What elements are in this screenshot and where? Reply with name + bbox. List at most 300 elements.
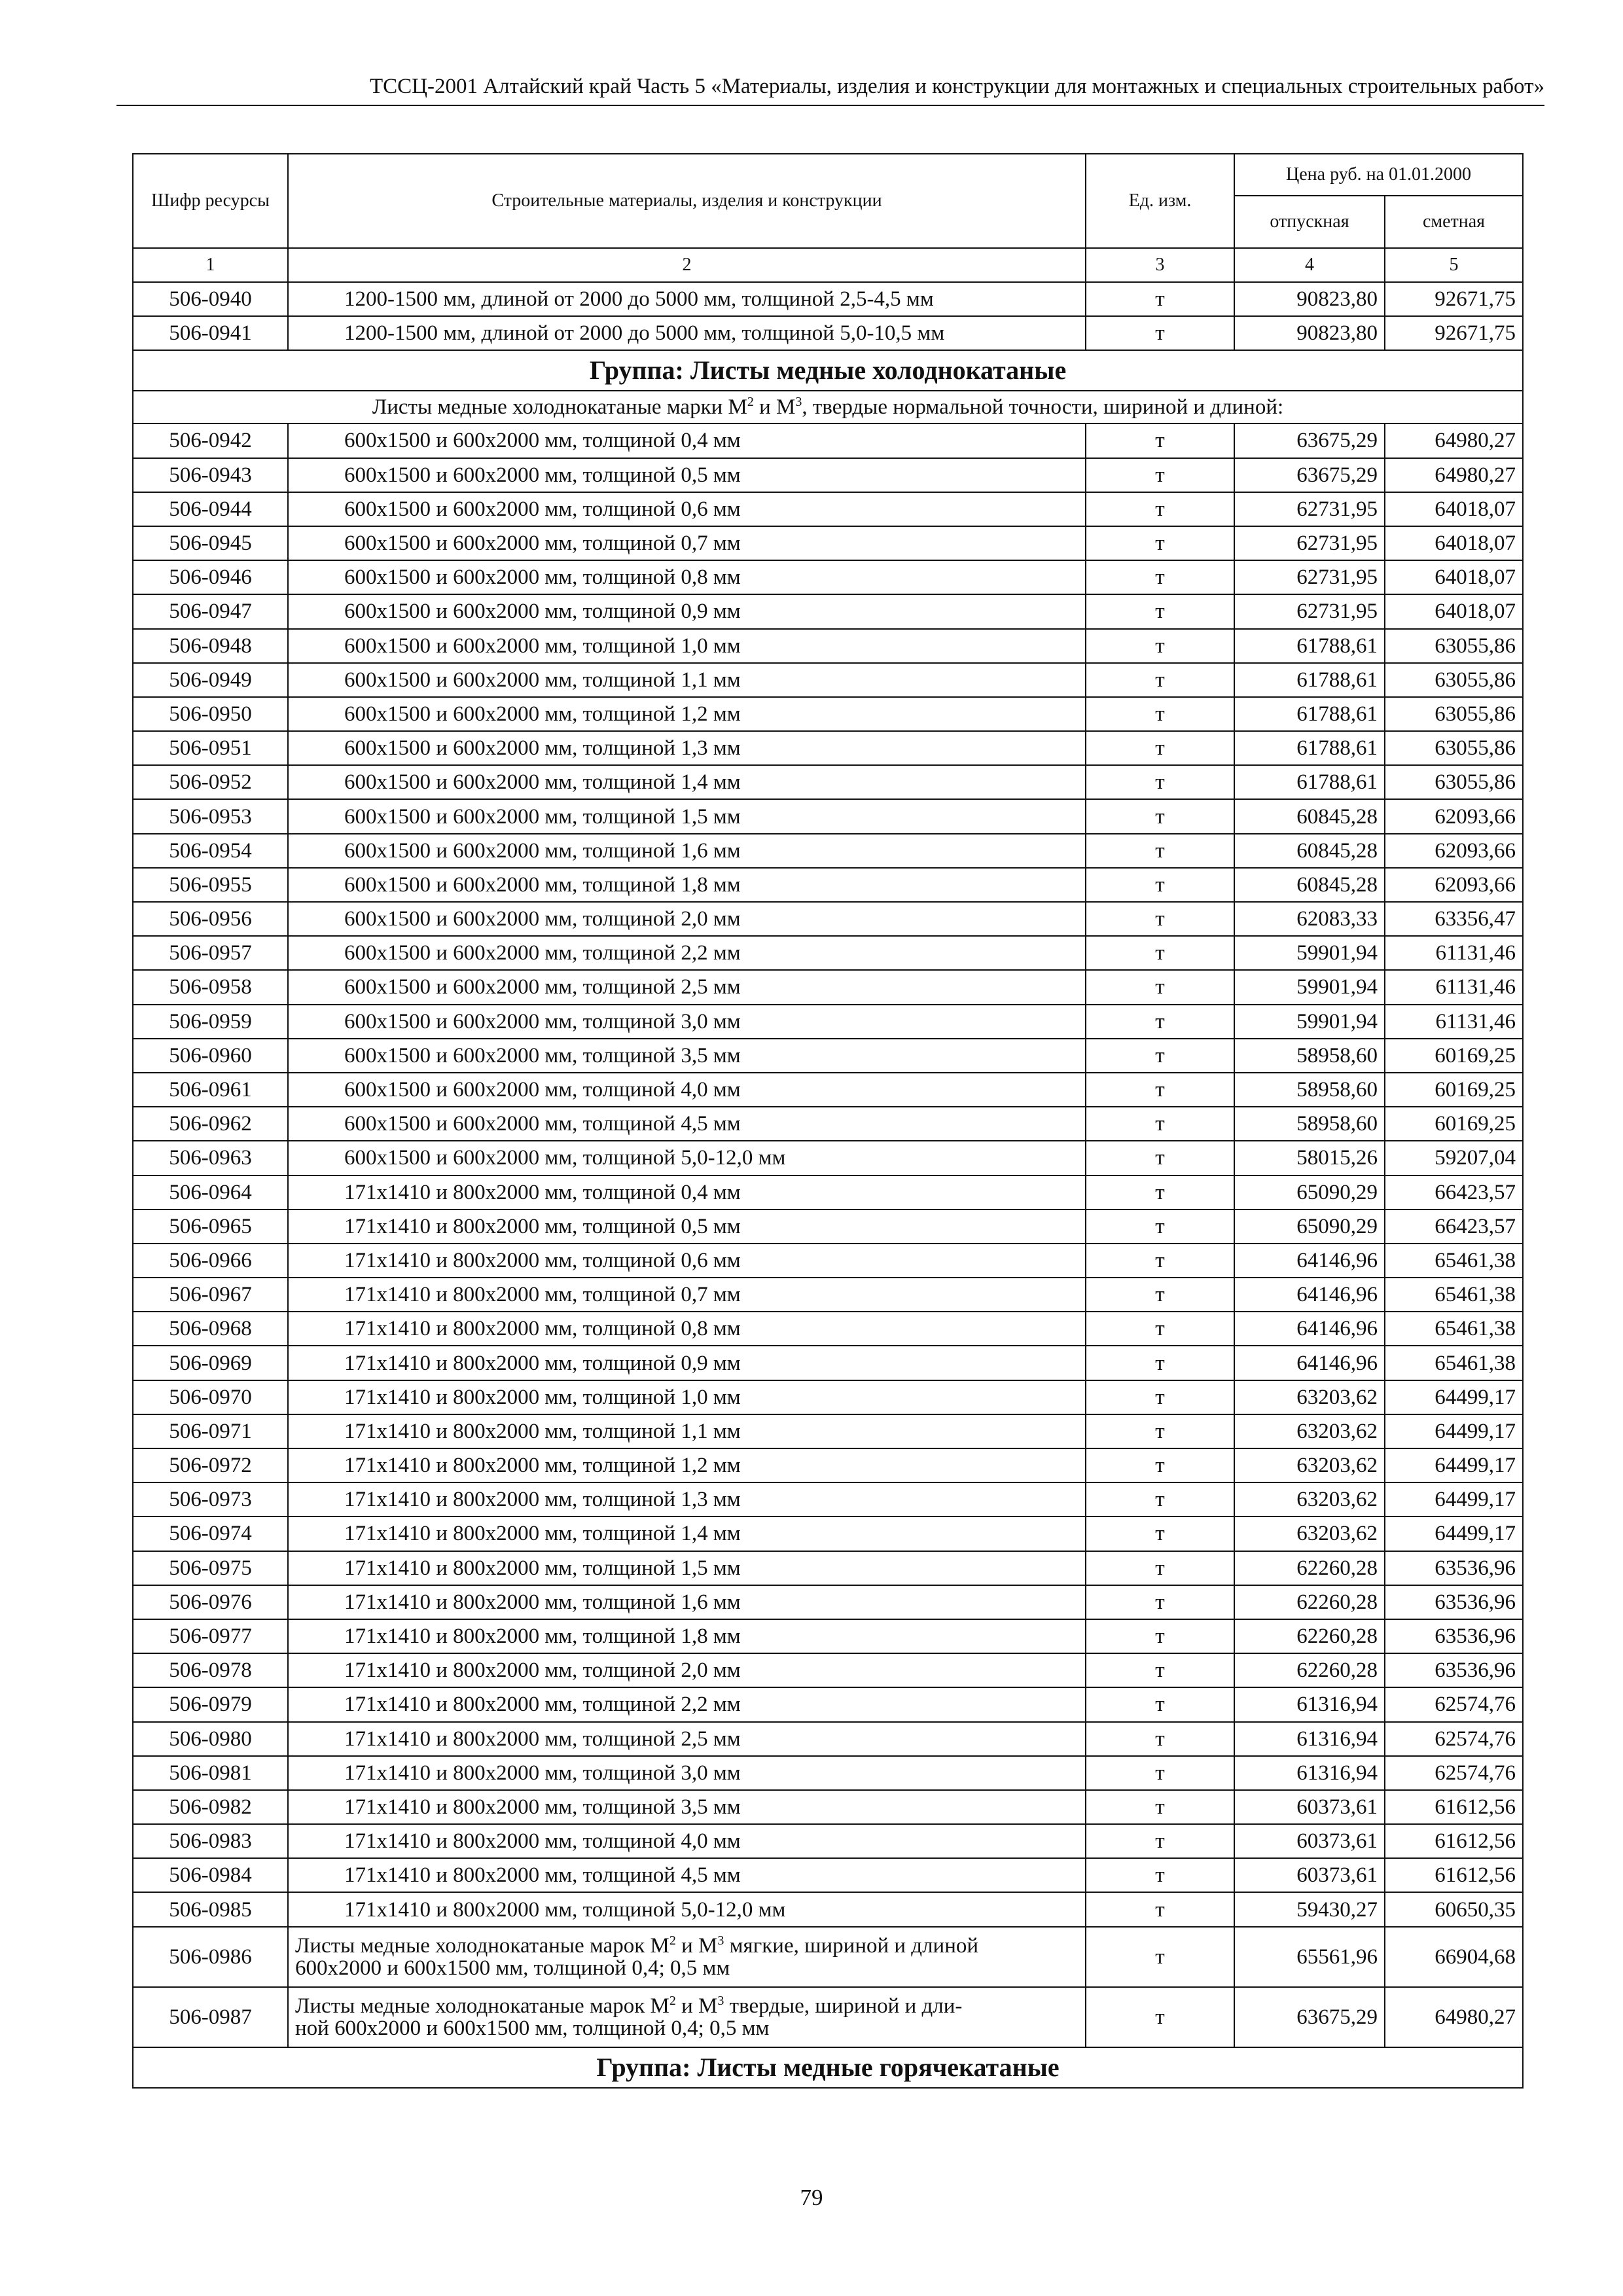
estimate-price: 60650,35 bbox=[1385, 1892, 1523, 1926]
unit: т bbox=[1086, 1346, 1234, 1380]
estimate-price: 63356,47 bbox=[1385, 902, 1523, 936]
resource-code: 506-0964 bbox=[133, 1175, 288, 1210]
table-row bbox=[133, 1824, 1523, 1858]
table-row bbox=[133, 316, 1523, 350]
unit: т bbox=[1086, 1414, 1234, 1448]
table-row bbox=[133, 1619, 1523, 1653]
material-name: 171х1410 и 800х2000 мм, толщиной 1,5 мм bbox=[288, 1551, 1086, 1585]
column-number: 3 bbox=[1086, 248, 1234, 282]
material-name: 600х1500 и 600х2000 мм, толщиной 0,9 мм bbox=[288, 594, 1086, 628]
release-price: 62260,28 bbox=[1234, 1585, 1385, 1619]
estimate-price: 62093,66 bbox=[1385, 868, 1523, 902]
unit: т bbox=[1086, 834, 1234, 868]
table-row bbox=[133, 1141, 1523, 1175]
resource-code: 506-0945 bbox=[133, 526, 288, 560]
estimate-price: 66423,57 bbox=[1385, 1175, 1523, 1210]
resource-code: 506-0947 bbox=[133, 594, 288, 628]
unit: т bbox=[1086, 1073, 1234, 1107]
resource-code: 506-0987 bbox=[133, 1987, 288, 2047]
col-header-estimate: сметная bbox=[1385, 196, 1523, 248]
release-price: 63203,62 bbox=[1234, 1414, 1385, 1448]
unit: т bbox=[1086, 560, 1234, 594]
subgroup-row bbox=[133, 391, 1523, 423]
resource-code: 506-0970 bbox=[133, 1380, 288, 1414]
column-number: 2 bbox=[288, 248, 1086, 282]
table-row bbox=[133, 1175, 1523, 1210]
material-name: 600х1500 и 600х2000 мм, толщиной 1,4 мм bbox=[288, 765, 1086, 799]
material-name: 600х1500 и 600х2000 мм, толщиной 0,6 мм bbox=[288, 492, 1086, 526]
table-row bbox=[133, 1414, 1523, 1448]
material-name: 171х1410 и 800х2000 мм, толщиной 1,0 мм bbox=[288, 1380, 1086, 1414]
group-row bbox=[133, 2047, 1523, 2088]
estimate-price: 61612,56 bbox=[1385, 1824, 1523, 1858]
unit: т bbox=[1086, 282, 1234, 316]
col-header-unit: Ед. изм. bbox=[1086, 154, 1234, 248]
resource-code: 506-0986 bbox=[133, 1927, 288, 1987]
resource-code: 506-0955 bbox=[133, 868, 288, 902]
estimate-price: 62574,76 bbox=[1385, 1687, 1523, 1721]
table-row bbox=[133, 423, 1523, 457]
unit: т bbox=[1086, 458, 1234, 492]
release-price: 63203,62 bbox=[1234, 1516, 1385, 1551]
resource-code: 506-0943 bbox=[133, 458, 288, 492]
col-header-code: Шифр ресурсы bbox=[133, 154, 288, 248]
release-price: 90823,80 bbox=[1234, 282, 1385, 316]
table-row bbox=[133, 1073, 1523, 1107]
resource-code: 506-0942 bbox=[133, 423, 288, 457]
resource-code: 506-0954 bbox=[133, 834, 288, 868]
material-name: 600х1500 и 600х2000 мм, толщиной 1,8 мм bbox=[288, 868, 1086, 902]
unit: т bbox=[1086, 1278, 1234, 1312]
resource-code: 506-0984 bbox=[133, 1858, 288, 1892]
group-title: Группа: Листы медные горячекатаные bbox=[133, 2047, 1523, 2088]
estimate-price: 63536,96 bbox=[1385, 1653, 1523, 1687]
resource-code: 506-0949 bbox=[133, 663, 288, 697]
estimate-price: 63055,86 bbox=[1385, 663, 1523, 697]
material-name: 600х1500 и 600х2000 мм, толщиной 1,5 мм bbox=[288, 799, 1086, 833]
estimate-price: 64018,07 bbox=[1385, 526, 1523, 560]
table-row bbox=[133, 1927, 1523, 1987]
release-price: 58015,26 bbox=[1234, 1141, 1385, 1175]
unit: т bbox=[1086, 1551, 1234, 1585]
release-price: 62083,33 bbox=[1234, 902, 1385, 936]
unit: т bbox=[1086, 1312, 1234, 1346]
resource-code: 506-0957 bbox=[133, 936, 288, 970]
column-number-row bbox=[133, 248, 1523, 282]
resource-code: 506-0983 bbox=[133, 1824, 288, 1858]
table-row bbox=[133, 594, 1523, 628]
material-name: Листы медные холоднокатаные марок $М^2$ и $М^3$ мягкие, шириной и длиной 600х2000 и 600х1500 мм, толщиной 0,4; 0,5 мм bbox=[288, 1927, 1086, 1987]
resource-code: 506-0975 bbox=[133, 1551, 288, 1585]
material-name: 171х1410 и 800х2000 мм, толщиной 1,2 мм bbox=[288, 1448, 1086, 1482]
release-price: 61788,61 bbox=[1234, 697, 1385, 731]
release-price: 62731,95 bbox=[1234, 594, 1385, 628]
release-price: 63675,29 bbox=[1234, 423, 1385, 457]
estimate-price: 62574,76 bbox=[1385, 1722, 1523, 1756]
resource-code: 506-0973 bbox=[133, 1482, 288, 1516]
table-row bbox=[133, 282, 1523, 316]
resource-code: 506-0940 bbox=[133, 282, 288, 316]
material-name: 171х1410 и 800х2000 мм, толщиной 2,2 мм bbox=[288, 1687, 1086, 1721]
table-row bbox=[133, 1892, 1523, 1926]
material-name: 171х1410 и 800х2000 мм, толщиной 5,0-12,0 мм bbox=[288, 1892, 1086, 1926]
resource-code: 506-0979 bbox=[133, 1687, 288, 1721]
resource-code: 506-0963 bbox=[133, 1141, 288, 1175]
table-row bbox=[133, 936, 1523, 970]
release-price: 61788,61 bbox=[1234, 663, 1385, 697]
subgroup-title: Листы медные холоднокатаные марки $М^2$ и $М^3$, твердые нормальной точности, шириной и длиной: bbox=[133, 391, 1523, 423]
table-row bbox=[133, 1380, 1523, 1414]
resource-code: 506-0977 bbox=[133, 1619, 288, 1653]
material-name: 600х1500 и 600х2000 мм, толщиной 3,0 мм bbox=[288, 1005, 1086, 1039]
table-row bbox=[133, 970, 1523, 1004]
release-price: 65090,29 bbox=[1234, 1175, 1385, 1210]
table-row bbox=[133, 1005, 1523, 1039]
material-name: 600х1500 и 600х2000 мм, толщиной 1,6 мм bbox=[288, 834, 1086, 868]
estimate-price: 64018,07 bbox=[1385, 594, 1523, 628]
estimate-price: 63536,96 bbox=[1385, 1585, 1523, 1619]
table-row bbox=[133, 765, 1523, 799]
unit: т bbox=[1086, 629, 1234, 663]
table-row bbox=[133, 1312, 1523, 1346]
estimate-price: 60169,25 bbox=[1385, 1039, 1523, 1073]
column-number: 5 bbox=[1385, 248, 1523, 282]
page-number: 79 bbox=[800, 2185, 823, 2210]
header-rule bbox=[116, 105, 1544, 106]
estimate-price: 65461,38 bbox=[1385, 1312, 1523, 1346]
estimate-price: 66423,57 bbox=[1385, 1210, 1523, 1244]
table-row bbox=[133, 1790, 1523, 1824]
material-name: 171х1410 и 800х2000 мм, толщиной 4,0 мм bbox=[288, 1824, 1086, 1858]
table-row bbox=[133, 1858, 1523, 1892]
estimate-price: 63055,86 bbox=[1385, 697, 1523, 731]
unit: т bbox=[1086, 1175, 1234, 1210]
release-price: 65561,96 bbox=[1234, 1927, 1385, 1987]
material-name: 1200-1500 мм, длиной от 2000 до 5000 мм, толщиной 2,5-4,5 мм bbox=[288, 282, 1086, 316]
estimate-price: 64499,17 bbox=[1385, 1380, 1523, 1414]
resource-code: 506-0967 bbox=[133, 1278, 288, 1312]
table-row bbox=[133, 1756, 1523, 1790]
unit: т bbox=[1086, 1687, 1234, 1721]
release-price: 65090,29 bbox=[1234, 1210, 1385, 1244]
material-name: 600х1500 и 600х2000 мм, толщиной 2,5 мм bbox=[288, 970, 1086, 1004]
estimate-price: 61131,46 bbox=[1385, 936, 1523, 970]
material-name: 600х1500 и 600х2000 мм, толщиной 2,2 мм bbox=[288, 936, 1086, 970]
resource-code: 506-0959 bbox=[133, 1005, 288, 1039]
table-row bbox=[133, 1210, 1523, 1244]
release-price: 58958,60 bbox=[1234, 1039, 1385, 1073]
estimate-price: 65461,38 bbox=[1385, 1278, 1523, 1312]
unit: т bbox=[1086, 526, 1234, 560]
unit: т bbox=[1086, 1210, 1234, 1244]
material-name: 600х1500 и 600х2000 мм, толщиной 1,1 мм bbox=[288, 663, 1086, 697]
unit: т bbox=[1086, 1892, 1234, 1926]
unit: т bbox=[1086, 1722, 1234, 1756]
material-name: 171х1410 и 800х2000 мм, толщиной 1,8 мм bbox=[288, 1619, 1086, 1653]
estimate-price: 60169,25 bbox=[1385, 1073, 1523, 1107]
unit: т bbox=[1086, 1141, 1234, 1175]
estimate-price: 64499,17 bbox=[1385, 1414, 1523, 1448]
table-row bbox=[133, 799, 1523, 833]
col-header-price: Цена руб. на 01.01.2000 bbox=[1234, 154, 1523, 196]
release-price: 59901,94 bbox=[1234, 1005, 1385, 1039]
unit: т bbox=[1086, 492, 1234, 526]
estimate-price: 61131,46 bbox=[1385, 1005, 1523, 1039]
table-row bbox=[133, 1039, 1523, 1073]
resource-code: 506-0969 bbox=[133, 1346, 288, 1380]
estimate-price: 64980,27 bbox=[1385, 458, 1523, 492]
unit: т bbox=[1086, 936, 1234, 970]
release-price: 64146,96 bbox=[1234, 1244, 1385, 1278]
material-name: 171х1410 и 800х2000 мм, толщиной 1,3 мм bbox=[288, 1482, 1086, 1516]
resource-code: 506-0946 bbox=[133, 560, 288, 594]
unit: т bbox=[1086, 697, 1234, 731]
resource-code: 506-0985 bbox=[133, 1892, 288, 1926]
resource-code: 506-0948 bbox=[133, 629, 288, 663]
estimate-price: 64499,17 bbox=[1385, 1448, 1523, 1482]
table-row bbox=[133, 663, 1523, 697]
material-name: 600х1500 и 600х2000 мм, толщиной 3,5 мм bbox=[288, 1039, 1086, 1073]
estimate-price: 64980,27 bbox=[1385, 1987, 1523, 2047]
table-row bbox=[133, 526, 1523, 560]
material-name: 171х1410 и 800х2000 мм, толщиной 4,5 мм bbox=[288, 1858, 1086, 1892]
resource-code: 506-0958 bbox=[133, 970, 288, 1004]
table-row bbox=[133, 1278, 1523, 1312]
resource-code: 506-0961 bbox=[133, 1073, 288, 1107]
release-price: 62260,28 bbox=[1234, 1551, 1385, 1585]
estimate-price: 66904,68 bbox=[1385, 1927, 1523, 1987]
material-name: 600х1500 и 600х2000 мм, толщиной 2,0 мм bbox=[288, 902, 1086, 936]
estimate-price: 63055,86 bbox=[1385, 629, 1523, 663]
material-name: 171х1410 и 800х2000 мм, толщиной 1,1 мм bbox=[288, 1414, 1086, 1448]
col-header-release: отпускная bbox=[1234, 196, 1385, 248]
table-row bbox=[133, 1482, 1523, 1516]
release-price: 62731,95 bbox=[1234, 526, 1385, 560]
release-price: 63203,62 bbox=[1234, 1380, 1385, 1414]
price-table bbox=[132, 153, 1524, 2089]
table-row bbox=[133, 1448, 1523, 1482]
table-row bbox=[133, 1516, 1523, 1551]
unit: т bbox=[1086, 868, 1234, 902]
release-price: 64146,96 bbox=[1234, 1346, 1385, 1380]
material-name: 171х1410 и 800х2000 мм, толщиной 1,6 мм bbox=[288, 1585, 1086, 1619]
resource-code: 506-0974 bbox=[133, 1516, 288, 1551]
resource-code: 506-0982 bbox=[133, 1790, 288, 1824]
unit: т bbox=[1086, 902, 1234, 936]
resource-code: 506-0956 bbox=[133, 902, 288, 936]
unit: т bbox=[1086, 663, 1234, 697]
table-row bbox=[133, 1653, 1523, 1687]
material-name: 171х1410 и 800х2000 мм, толщиной 2,0 мм bbox=[288, 1653, 1086, 1687]
material-name: 600х1500 и 600х2000 мм, толщиной 1,0 мм bbox=[288, 629, 1086, 663]
group-title: Группа: Листы медные холоднокатаные bbox=[133, 350, 1523, 391]
material-name: 1200-1500 мм, длиной от 2000 до 5000 мм, толщиной 5,0-10,5 мм bbox=[288, 316, 1086, 350]
estimate-price: 61131,46 bbox=[1385, 970, 1523, 1004]
table-row bbox=[133, 1551, 1523, 1585]
estimate-price: 92671,75 bbox=[1385, 316, 1523, 350]
estimate-price: 64499,17 bbox=[1385, 1516, 1523, 1551]
unit: т bbox=[1086, 1927, 1234, 1987]
release-price: 64146,96 bbox=[1234, 1312, 1385, 1346]
resource-code: 506-0981 bbox=[133, 1756, 288, 1790]
release-price: 60373,61 bbox=[1234, 1824, 1385, 1858]
estimate-price: 62093,66 bbox=[1385, 834, 1523, 868]
estimate-price: 61612,56 bbox=[1385, 1790, 1523, 1824]
resource-code: 506-0941 bbox=[133, 316, 288, 350]
material-name: 600х1500 и 600х2000 мм, толщиной 4,5 мм bbox=[288, 1107, 1086, 1141]
estimate-price: 62574,76 bbox=[1385, 1756, 1523, 1790]
table-row bbox=[133, 1244, 1523, 1278]
table-row bbox=[133, 731, 1523, 765]
estimate-price: 65461,38 bbox=[1385, 1346, 1523, 1380]
resource-code: 506-0966 bbox=[133, 1244, 288, 1278]
release-price: 60845,28 bbox=[1234, 799, 1385, 833]
unit: т bbox=[1086, 1858, 1234, 1892]
table-row bbox=[133, 629, 1523, 663]
table-row bbox=[133, 1346, 1523, 1380]
release-price: 62731,95 bbox=[1234, 492, 1385, 526]
estimate-price: 63055,86 bbox=[1385, 731, 1523, 765]
material-name: 171х1410 и 800х2000 мм, толщиной 1,4 мм bbox=[288, 1516, 1086, 1551]
release-price: 62260,28 bbox=[1234, 1619, 1385, 1653]
estimate-price: 63055,86 bbox=[1385, 765, 1523, 799]
resource-code: 506-0971 bbox=[133, 1414, 288, 1448]
column-number: 1 bbox=[133, 248, 288, 282]
material-name: 171х1410 и 800х2000 мм, толщиной 0,6 мм bbox=[288, 1244, 1086, 1278]
material-name: 171х1410 и 800х2000 мм, толщиной 0,7 мм bbox=[288, 1278, 1086, 1312]
resource-code: 506-0944 bbox=[133, 492, 288, 526]
unit: т bbox=[1086, 1653, 1234, 1687]
resource-code: 506-0951 bbox=[133, 731, 288, 765]
estimate-price: 64980,27 bbox=[1385, 423, 1523, 457]
unit: т bbox=[1086, 1790, 1234, 1824]
unit: т bbox=[1086, 1756, 1234, 1790]
material-name: 600х1500 и 600х2000 мм, толщиной 0,8 мм bbox=[288, 560, 1086, 594]
table-row bbox=[133, 902, 1523, 936]
resource-code: 506-0950 bbox=[133, 697, 288, 731]
release-price: 61316,94 bbox=[1234, 1756, 1385, 1790]
material-name: 600х1500 и 600х2000 мм, толщиной 5,0-12,0 мм bbox=[288, 1141, 1086, 1175]
column-number: 4 bbox=[1234, 248, 1385, 282]
table-row bbox=[133, 1722, 1523, 1756]
release-price: 58958,60 bbox=[1234, 1107, 1385, 1141]
material-name: 600х1500 и 600х2000 мм, толщиной 0,5 мм bbox=[288, 458, 1086, 492]
release-price: 63675,29 bbox=[1234, 458, 1385, 492]
running-header: ТССЦ-2001 Алтайский край Часть 5 «Материалы, изделия и конструкции для монтажных и специальных строительных работ» bbox=[369, 75, 1544, 98]
unit: т bbox=[1086, 1244, 1234, 1278]
group-row bbox=[133, 350, 1523, 391]
release-price: 61316,94 bbox=[1234, 1687, 1385, 1721]
estimate-price: 64499,17 bbox=[1385, 1482, 1523, 1516]
release-price: 60845,28 bbox=[1234, 868, 1385, 902]
unit: т bbox=[1086, 970, 1234, 1004]
estimate-price: 63536,96 bbox=[1385, 1619, 1523, 1653]
unit: т bbox=[1086, 423, 1234, 457]
resource-code: 506-0968 bbox=[133, 1312, 288, 1346]
resource-code: 506-0965 bbox=[133, 1210, 288, 1244]
unit: т bbox=[1086, 1987, 1234, 2047]
table-row bbox=[133, 1585, 1523, 1619]
estimate-price: 64018,07 bbox=[1385, 492, 1523, 526]
unit: т bbox=[1086, 594, 1234, 628]
material-name: 171х1410 и 800х2000 мм, толщиной 3,5 мм bbox=[288, 1790, 1086, 1824]
resource-code: 506-0952 bbox=[133, 765, 288, 799]
unit: т bbox=[1086, 316, 1234, 350]
estimate-price: 92671,75 bbox=[1385, 282, 1523, 316]
unit: т bbox=[1086, 1380, 1234, 1414]
release-price: 59901,94 bbox=[1234, 970, 1385, 1004]
material-name: 600х1500 и 600х2000 мм, толщиной 4,0 мм bbox=[288, 1073, 1086, 1107]
unit: т bbox=[1086, 1585, 1234, 1619]
unit: т bbox=[1086, 731, 1234, 765]
resource-code: 506-0976 bbox=[133, 1585, 288, 1619]
unit: т bbox=[1086, 1005, 1234, 1039]
release-price: 59901,94 bbox=[1234, 936, 1385, 970]
release-price: 60373,61 bbox=[1234, 1858, 1385, 1892]
table-row bbox=[133, 834, 1523, 868]
release-price: 61316,94 bbox=[1234, 1722, 1385, 1756]
estimate-price: 64018,07 bbox=[1385, 560, 1523, 594]
table-row bbox=[133, 1107, 1523, 1141]
estimate-price: 59207,04 bbox=[1385, 1141, 1523, 1175]
table-row bbox=[133, 492, 1523, 526]
release-price: 58958,60 bbox=[1234, 1073, 1385, 1107]
material-name: 171х1410 и 800х2000 мм, толщиной 0,8 мм bbox=[288, 1312, 1086, 1346]
material-name: 171х1410 и 800х2000 мм, толщиной 2,5 мм bbox=[288, 1722, 1086, 1756]
resource-code: 506-0978 bbox=[133, 1653, 288, 1687]
release-price: 63203,62 bbox=[1234, 1482, 1385, 1516]
release-price: 62731,95 bbox=[1234, 560, 1385, 594]
material-name: 171х1410 и 800х2000 мм, толщиной 0,5 мм bbox=[288, 1210, 1086, 1244]
release-price: 90823,80 bbox=[1234, 316, 1385, 350]
release-price: 61788,61 bbox=[1234, 629, 1385, 663]
unit: т bbox=[1086, 1039, 1234, 1073]
unit: т bbox=[1086, 1516, 1234, 1551]
release-price: 63203,62 bbox=[1234, 1448, 1385, 1482]
resource-code: 506-0972 bbox=[133, 1448, 288, 1482]
resource-code: 506-0960 bbox=[133, 1039, 288, 1073]
release-price: 61788,61 bbox=[1234, 765, 1385, 799]
resource-code: 506-0980 bbox=[133, 1722, 288, 1756]
release-price: 60845,28 bbox=[1234, 834, 1385, 868]
release-price: 60373,61 bbox=[1234, 1790, 1385, 1824]
estimate-price: 62093,66 bbox=[1385, 799, 1523, 833]
estimate-price: 63536,96 bbox=[1385, 1551, 1523, 1585]
unit: т bbox=[1086, 1107, 1234, 1141]
material-name: 600х1500 и 600х2000 мм, толщиной 0,7 мм bbox=[288, 526, 1086, 560]
unit: т bbox=[1086, 1448, 1234, 1482]
table-row bbox=[133, 458, 1523, 492]
table-row bbox=[133, 868, 1523, 902]
unit: т bbox=[1086, 799, 1234, 833]
table-row bbox=[133, 1687, 1523, 1721]
material-name: 600х1500 и 600х2000 мм, толщиной 0,4 мм bbox=[288, 423, 1086, 457]
table-row bbox=[133, 1987, 1523, 2047]
material-name: 600х1500 и 600х2000 мм, толщиной 1,3 мм bbox=[288, 731, 1086, 765]
unit: т bbox=[1086, 1619, 1234, 1653]
release-price: 61788,61 bbox=[1234, 731, 1385, 765]
estimate-price: 65461,38 bbox=[1385, 1244, 1523, 1278]
material-name: 600х1500 и 600х2000 мм, толщиной 1,2 мм bbox=[288, 697, 1086, 731]
unit: т bbox=[1086, 765, 1234, 799]
material-name: 171х1410 и 800х2000 мм, толщиной 0,9 мм bbox=[288, 1346, 1086, 1380]
material-name: Листы медные холоднокатаные марок $М^2$ и $М^3$ твердые, шириной и дли- ной 600х2000 и 600х1500 мм, толщиной 0,4; 0,5 мм bbox=[288, 1987, 1086, 2047]
resource-code: 506-0962 bbox=[133, 1107, 288, 1141]
release-price: 59430,27 bbox=[1234, 1892, 1385, 1926]
table-row bbox=[133, 560, 1523, 594]
col-header-name: Строительные материалы, изделия и конструкции bbox=[288, 154, 1086, 248]
release-price: 63675,29 bbox=[1234, 1987, 1385, 2047]
